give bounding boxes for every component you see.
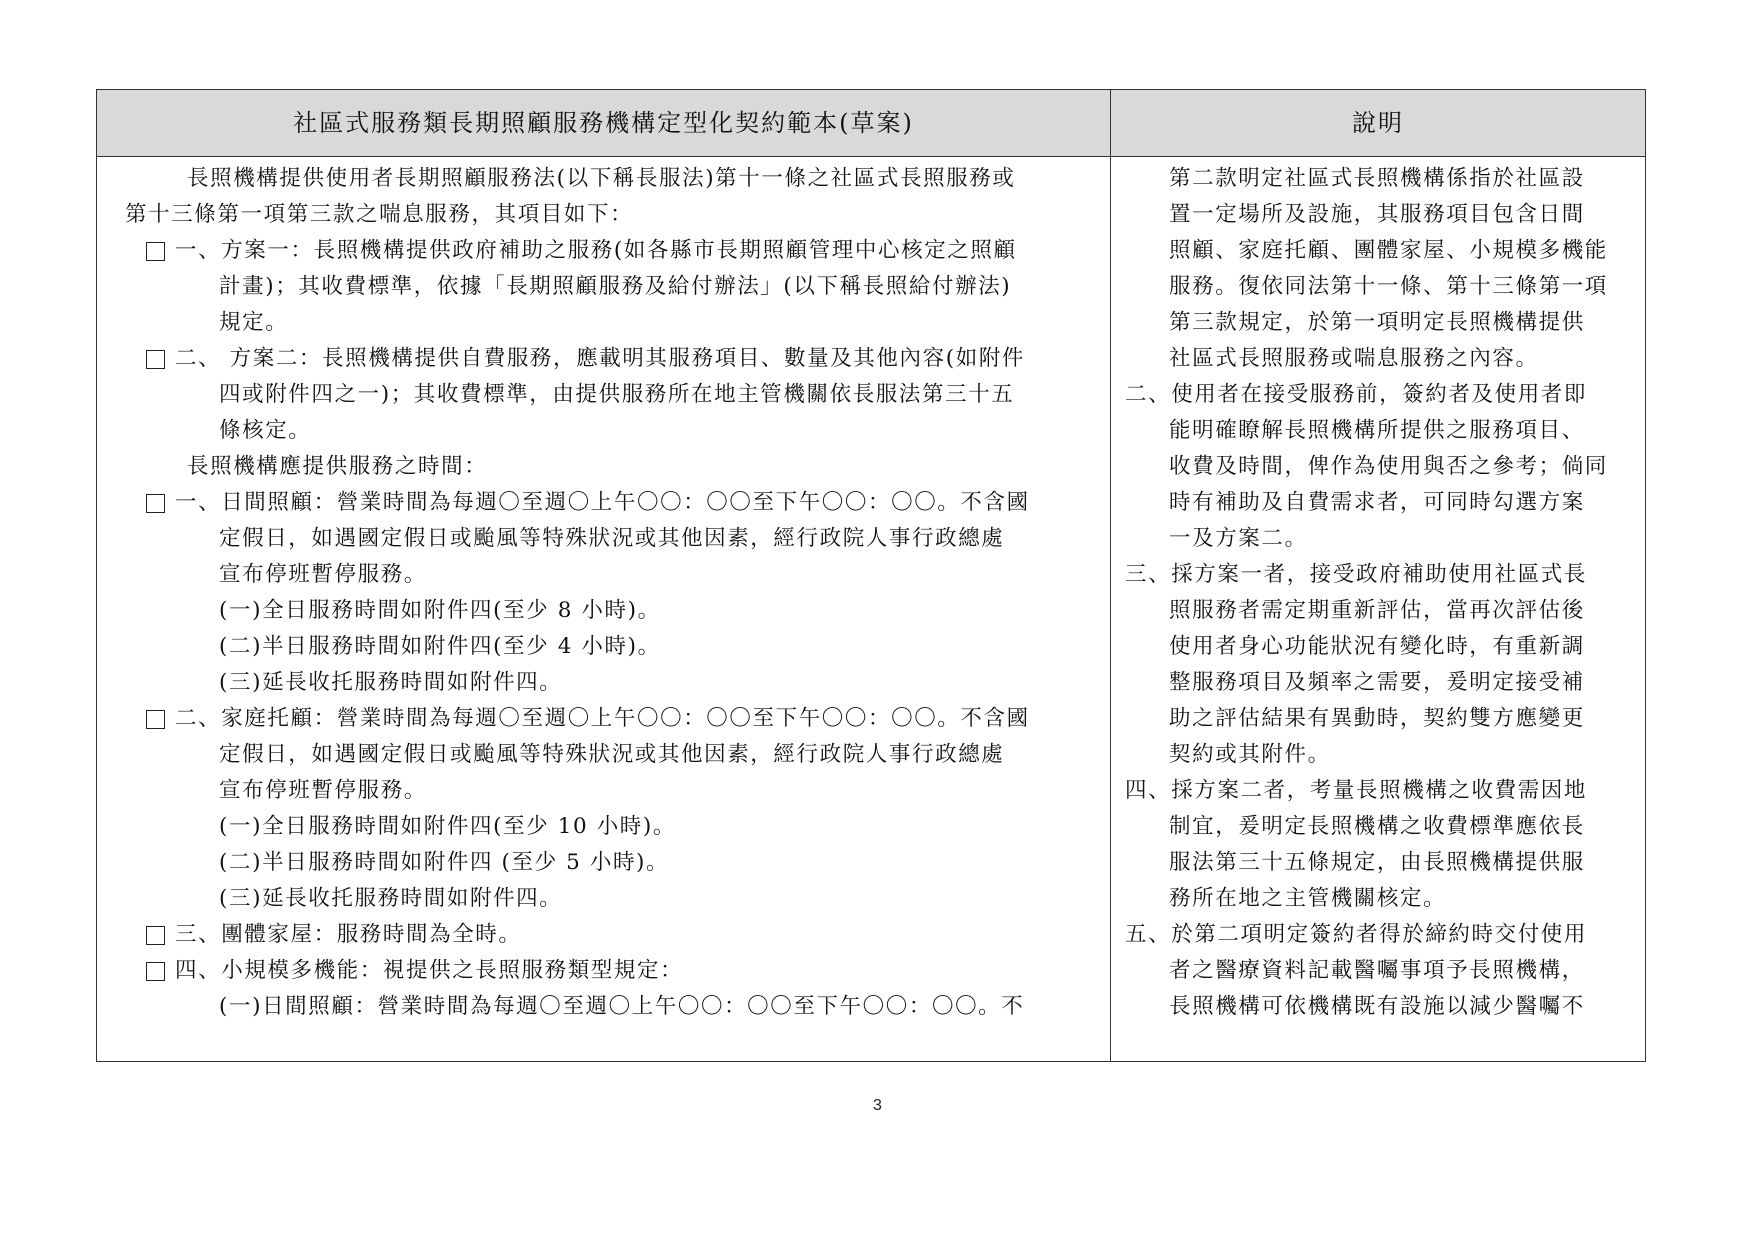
explanation-line: 時有補助及自費需求者，可同時勾選方案 (1169, 490, 1585, 515)
family-care-checkbox[interactable] (146, 710, 165, 729)
contract-line: 定假日，如遇國定假日或颱風等特殊狀況或其他因素，經行政院人事行政總處 (219, 526, 1005, 551)
contract-line: 二、家庭托顧：營業時間為每週〇至週〇上午〇〇：〇〇至下午〇〇：〇〇。不含國 (175, 706, 1030, 731)
explanation-line: 服法第三十五條規定，由長照機構提供服 (1169, 850, 1585, 875)
small-multi-function-checkbox[interactable] (146, 962, 165, 981)
contract-line: (三)延長收托服務時間如附件四。 (219, 886, 563, 911)
explanation-line: 整服務項目及頻率之需要，爰明定接受補 (1169, 670, 1585, 695)
day-care-checkbox[interactable] (146, 494, 165, 513)
contract-line: 計畫)；其收費標準，依據「長期照顧服務及給付辦法」(以下稱長照給付辦法) (219, 274, 1012, 299)
contract-line: 宣布停班暫停服務。 (219, 778, 427, 803)
contract-table (96, 89, 1646, 1062)
explanation-line: 第二款明定社區式長照機構係指於社區設 (1169, 166, 1585, 191)
contract-line: 長照機構提供使用者長期照顧服務法(以下稱長服法)第十一條之社區式長照服務或 (187, 166, 1016, 191)
explanation-line: 收費及時間，俾作為使用與否之參考；倘同 (1169, 454, 1608, 479)
contract-line: (三)延長收托服務時間如附件四。 (219, 670, 563, 695)
plan-1-checkbox[interactable] (146, 242, 165, 261)
explanation-line: 者之醫療資料記載醫囑事項予長照機構， (1169, 958, 1585, 983)
contract-line: 宣布停班暫停服務。 (219, 562, 427, 587)
column-divider (1110, 90, 1111, 1061)
explanation-line: 四、採方案二者，考量長照機構之收費需因地 (1125, 778, 1588, 803)
explanation-line: 置一定場所及設施，其服務項目包含日間 (1169, 202, 1585, 227)
group-home-checkbox[interactable] (146, 926, 165, 945)
contract-line: 三、團體家屋：服務時間為全時。 (175, 922, 522, 947)
contract-line: 規定。 (219, 310, 289, 335)
contract-line: 條核定。 (219, 418, 312, 443)
contract-line: (二)半日服務時間如附件四 (至少 5 小時)。 (219, 850, 670, 875)
explanation-line: 社區式長照服務或喘息服務之內容。 (1169, 346, 1539, 371)
explanation-line: 第三款規定，於第一項明定長照機構提供 (1169, 310, 1585, 335)
contract-title: 社區式服務類長期照顧服務機構定型化契約範本(草案) (293, 109, 914, 137)
contract-line: (一)全日服務時間如附件四(至少 10 小時)。 (219, 814, 676, 839)
table-header-row (97, 90, 1645, 157)
contract-line: 四、小規模多機能：視提供之長照服務類型規定： (175, 958, 684, 983)
contract-line: (一)全日服務時間如附件四(至少 8 小時)。 (219, 598, 661, 623)
contract-line: 四或附件四之一)；其收費標準，由提供服務所在地主管機關依長服法第三十五 (219, 382, 1015, 407)
contract-line: 定假日，如遇國定假日或颱風等特殊狀況或其他因素，經行政院人事行政總處 (219, 742, 1005, 767)
explanation-line: 助之評估結果有異動時，契約雙方應變更 (1169, 706, 1585, 731)
explanation-line: 一及方案二。 (1169, 526, 1308, 551)
contract-line: 長照機構應提供服務之時間： (187, 454, 488, 479)
plan-2-checkbox[interactable] (146, 350, 165, 369)
contract-line: 一、日間照顧：營業時間為每週〇至週〇上午〇〇：〇〇至下午〇〇：〇〇。不含國 (175, 490, 1030, 515)
contract-line: (一)日間照顧：營業時間為每週〇至週〇上午〇〇：〇〇至下午〇〇：〇〇。不 (219, 994, 1025, 1019)
explanation-line: 能明確瞭解長照機構所提供之服務項目、 (1169, 418, 1585, 443)
explanation-line: 服務。復依同法第十一條、第十三條第一項 (1169, 274, 1608, 299)
contract-line: 二、 方案二：長照機構提供自費服務，應載明其服務項目、數量及其他內容(如附件 (175, 346, 1026, 371)
explanation-line: 務所在地之主管機關核定。 (1169, 886, 1447, 911)
explanation-line: 照顧、家庭托顧、團體家屋、小規模多機能 (1169, 238, 1608, 263)
contract-line: 第十三條第一項第三款之喘息服務，其項目如下： (125, 202, 634, 227)
contract-line: (二)半日服務時間如附件四(至少 4 小時)。 (219, 634, 661, 659)
explanation-title: 說明 (1352, 109, 1404, 137)
contract-line: 一、方案一：長照機構提供政府補助之服務(如各縣市長期照顧管理中心核定之照顧 (175, 238, 1017, 263)
explanation-line: 長照機構可依機構既有設施以減少醫囑不 (1169, 994, 1585, 1019)
explanation-line: 契約或其附件。 (1169, 742, 1331, 767)
explanation-line: 使用者身心功能狀況有變化時，有重新調 (1169, 634, 1585, 659)
explanation-line: 五、於第二項明定簽約者得於締約時交付使用 (1125, 922, 1588, 947)
explanation-line: 二、使用者在接受服務前，簽約者及使用者即 (1125, 382, 1588, 407)
explanation-line: 三、採方案一者，接受政府補助使用社區式長 (1125, 562, 1588, 587)
explanation-line: 照服務者需定期重新評估，當再次評估後 (1169, 598, 1585, 623)
page-number: 3 (873, 1097, 882, 1114)
explanation-line: 制宜，爰明定長照機構之收費標準應依長 (1169, 814, 1585, 839)
